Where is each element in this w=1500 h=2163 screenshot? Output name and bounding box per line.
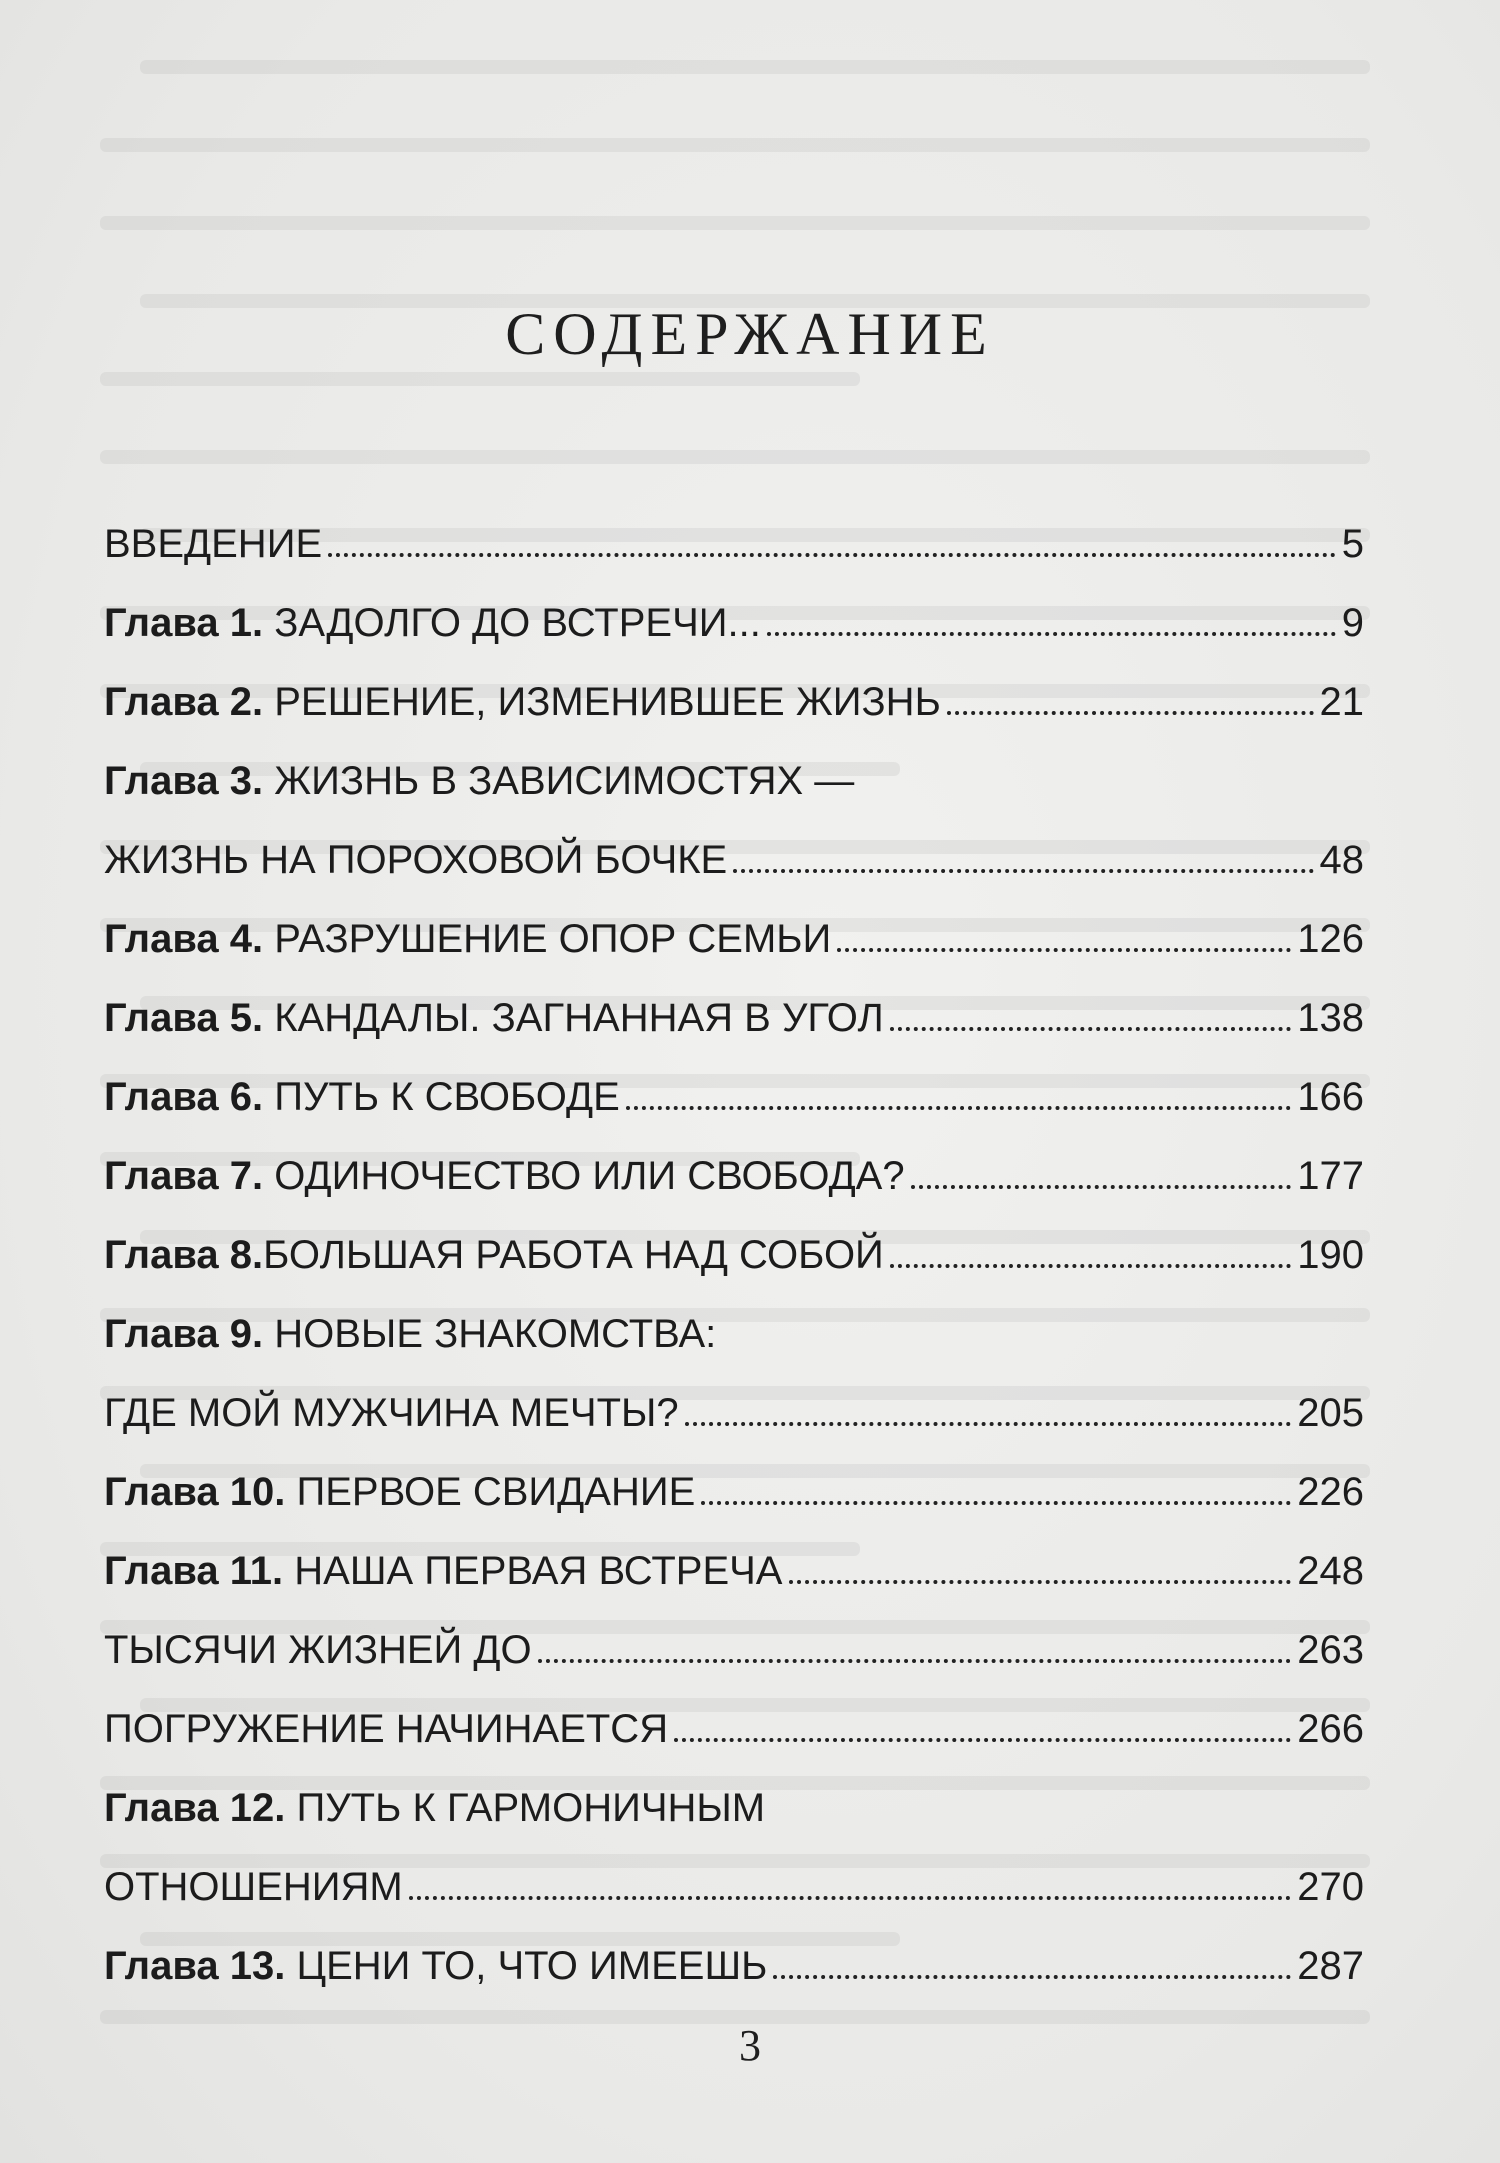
dot-leader [328, 553, 1336, 557]
bleed-through-line [140, 60, 1370, 74]
table-of-contents [104, 505, 1364, 2006]
toc-page-number: 205 [1297, 1391, 1364, 1435]
chapter-number: Глава 12. [104, 1786, 286, 1830]
toc-entry-title [104, 1927, 767, 2006]
toc-page-number: 266 [1297, 1707, 1364, 1751]
toc-entry-title [104, 663, 941, 742]
chapter-number: Глава 2. [104, 680, 264, 724]
toc-entry-title [104, 1453, 695, 1532]
chapter-title: ЗАДОЛГО ДО ВСТРЕЧИ... [263, 601, 761, 645]
bleed-through-line [100, 372, 860, 386]
toc-page-number: 248 [1297, 1549, 1364, 1593]
dot-leader [674, 1738, 1291, 1742]
toc-entry [104, 742, 1364, 821]
toc-page-number: 190 [1297, 1233, 1364, 1277]
toc-page-number: 263 [1297, 1628, 1364, 1672]
toc-entry [104, 821, 1364, 900]
toc-entry [104, 979, 1364, 1058]
toc-entry [104, 1611, 1364, 1690]
toc-page-number: 226 [1297, 1470, 1364, 1514]
toc-entry-title [104, 584, 761, 663]
toc-entry [104, 1295, 1364, 1374]
dot-leader [911, 1185, 1292, 1189]
dot-leader [947, 711, 1314, 715]
toc-entry [104, 1058, 1364, 1137]
dot-leader [773, 1975, 1291, 1979]
chapter-title: ВВЕДЕНИЕ [104, 522, 323, 566]
dot-leader [626, 1106, 1291, 1110]
dot-leader [890, 1027, 1292, 1031]
toc-entry-title [104, 900, 831, 979]
toc-entry-title [104, 1216, 884, 1295]
toc-entry-title [104, 821, 727, 900]
page-title: СОДЕРЖАНИЕ [505, 301, 995, 367]
chapter-number: Глава 3. [104, 759, 264, 803]
dot-leader [538, 1659, 1292, 1663]
chapter-title: РАЗРУШЕНИЕ ОПОР СЕМЬИ [263, 917, 832, 961]
toc-entry-title [104, 1137, 905, 1216]
toc-entry-title [104, 742, 854, 821]
chapter-title: БОЛЬШАЯ РАБОТА НАД СОБОЙ [263, 1233, 884, 1277]
toc-entry-title [104, 1058, 620, 1137]
chapter-title: ПУТЬ К СВОБОДЕ [263, 1075, 620, 1119]
chapter-title: ГДЕ МОЙ МУЖЧИНА МЕЧТЫ? [104, 1391, 679, 1435]
dot-leader [767, 632, 1336, 636]
chapter-number: Глава 4. [104, 917, 264, 961]
toc-entry-title [104, 1374, 679, 1453]
toc-entry [104, 1532, 1364, 1611]
chapter-title: ЖИЗНЬ В ЗАВИСИМОСТЯХ — [263, 759, 855, 803]
chapter-title: ТЫСЯЧИ ЖИЗНЕЙ ДО [104, 1628, 532, 1672]
chapter-number: Глава 1. [104, 601, 264, 645]
dot-leader [409, 1896, 1292, 1900]
toc-entry [104, 900, 1364, 979]
chapter-number: Глава 10. [104, 1470, 286, 1514]
toc-entry [104, 1216, 1364, 1295]
toc-entry [104, 1690, 1364, 1769]
toc-entry [104, 505, 1364, 584]
chapter-title: ЖИЗНЬ НА ПОРОХОВОЙ БОЧКЕ [104, 838, 728, 882]
chapter-title: РЕШЕНИЕ, ИЗМЕНИВШЕЕ ЖИЗНЬ [263, 680, 941, 724]
toc-entry-title [104, 1532, 783, 1611]
page-number: 3 [739, 2021, 761, 2070]
toc-entry-title [104, 979, 884, 1058]
chapter-title: НОВЫЕ ЗНАКОМСТВА: [263, 1312, 717, 1356]
toc-entry-title [104, 1295, 716, 1374]
chapter-title: ОТНОШЕНИЯМ [104, 1865, 403, 1909]
toc-entry [104, 1374, 1364, 1453]
toc-entry-title [104, 505, 322, 584]
chapter-number: Глава 8. [104, 1233, 264, 1277]
toc-entry [104, 663, 1364, 742]
toc-page-number: 166 [1297, 1075, 1364, 1119]
toc-page-number: 21 [1319, 680, 1364, 724]
toc-page-number: 48 [1319, 838, 1364, 882]
dot-leader [733, 869, 1313, 873]
bleed-through-line [100, 450, 1370, 464]
toc-page-number: 270 [1297, 1865, 1364, 1909]
bleed-through-line [100, 138, 1370, 152]
dot-leader [789, 1580, 1292, 1584]
toc-entry [104, 1848, 1364, 1927]
toc-entry [104, 1927, 1364, 2006]
toc-page-number: 5 [1341, 522, 1364, 566]
dot-leader [890, 1264, 1291, 1268]
toc-entry-title [104, 1848, 403, 1927]
bleed-through-line [100, 216, 1370, 230]
chapter-number: Глава 11. [104, 1549, 284, 1593]
chapter-number: Глава 7. [104, 1154, 264, 1198]
toc-page-number: 126 [1297, 917, 1364, 961]
chapter-title: ПУТЬ К ГАРМОНИЧНЫМ [285, 1786, 766, 1830]
chapter-title: НАША ПЕРВАЯ ВСТРЕЧА [283, 1549, 783, 1593]
chapter-title: ЦЕНИ ТО, ЧТО ИМЕЕШЬ [285, 1944, 768, 1988]
chapter-title: ПОГРУЖЕНИЕ НАЧИНАЕТСЯ [104, 1707, 669, 1751]
chapter-number: Глава 5. [104, 996, 264, 1040]
toc-page-number: 177 [1297, 1154, 1364, 1198]
dot-leader [685, 1422, 1292, 1426]
dot-leader [701, 1501, 1291, 1505]
toc-page-number: 138 [1297, 996, 1364, 1040]
toc-entry-title [104, 1769, 765, 1848]
chapter-title: КАНДАЛЫ. ЗАГНАННАЯ В УГОЛ [263, 996, 884, 1040]
toc-page-number: 9 [1341, 601, 1364, 645]
chapter-number: Глава 13. [104, 1944, 286, 1988]
dot-leader [837, 948, 1291, 952]
toc-entry [104, 1453, 1364, 1532]
chapter-number: Глава 9. [104, 1312, 264, 1356]
toc-entry [104, 1769, 1364, 1848]
toc-page-number: 287 [1297, 1944, 1364, 1988]
toc-entry [104, 1137, 1364, 1216]
toc-entry-title [104, 1611, 532, 1690]
chapter-title: ОДИНОЧЕСТВО ИЛИ СВОБОДА? [263, 1154, 905, 1198]
chapter-number: Глава 6. [104, 1075, 264, 1119]
chapter-title: ПЕРВОЕ СВИДАНИЕ [285, 1470, 696, 1514]
toc-entry [104, 584, 1364, 663]
toc-entry-title [104, 1690, 668, 1769]
